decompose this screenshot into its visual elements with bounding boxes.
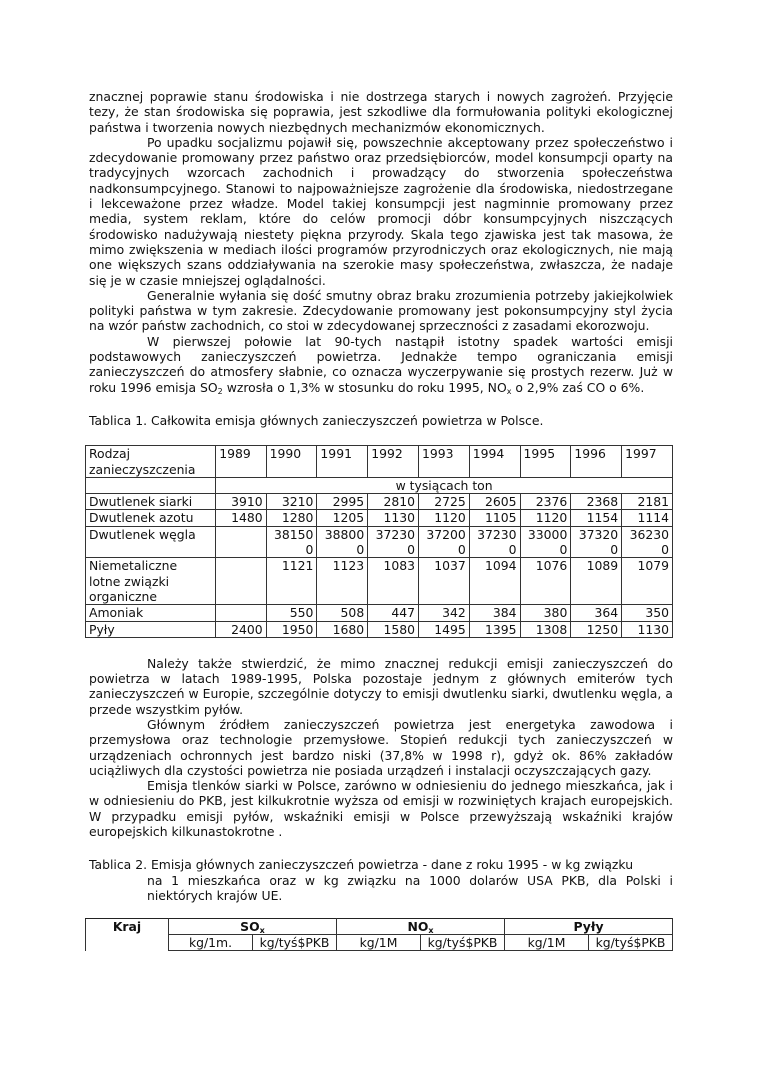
emission-text-3: o 2,9% zaś CO o 6%. bbox=[511, 379, 645, 395]
paragraph: znacznej poprawie stanu środowiska i nie dostrzega starych i nowych zagrożeń. Przyjęcie tezy, że stan środowiska się poprawia, jest szkodliwe dla formułowania polityki ekologicznej państwa i tworzenia nowych niezbędnych mechanizmów ekonomicznych. bbox=[89, 89, 673, 135]
table1-cell: 1280 bbox=[266, 510, 317, 526]
paragraph: Emisja tlenków siarki w Polsce, zarówno w odniesieniu do jednego mieszkańca, jak i w odniesieniu do PKB, jest kilkukrotnie wyższa od emisji w rozwiniętych krajach europejskich. W przypadku emisji pyłów, wskaźniki emisji w Polsce przewyższają wskaźniki krajów europejskich kilkunastokrotne . bbox=[89, 778, 673, 840]
table1-cell: 1114 bbox=[622, 510, 673, 526]
table1-cell: 1308 bbox=[520, 621, 571, 637]
table1-unit-blank bbox=[86, 477, 216, 493]
table1-cell: 1395 bbox=[469, 621, 520, 637]
table1-cell: 1120 bbox=[418, 510, 469, 526]
table1-cell: 1580 bbox=[368, 621, 419, 637]
table1-year-header: 1996 bbox=[571, 446, 622, 478]
table1-cell: 1079 bbox=[622, 558, 673, 605]
table1-cell: 2725 bbox=[418, 494, 469, 510]
table1-cell: 37230 0 bbox=[368, 526, 419, 558]
table1-cell: 384 bbox=[469, 605, 520, 621]
table1-cell: 1250 bbox=[571, 621, 622, 637]
table1-cell: 364 bbox=[571, 605, 622, 621]
table2-unit-header: kg/tyś$PKB bbox=[253, 935, 337, 951]
table2-unit-header: kg/tyś$PKB bbox=[421, 935, 505, 951]
table1-cell: 1480 bbox=[216, 510, 266, 526]
table1-cell: 2376 bbox=[520, 494, 571, 510]
table2-header-kraj: Kraj bbox=[86, 919, 169, 951]
table1-row bbox=[86, 494, 673, 510]
table1-cell: 447 bbox=[368, 605, 419, 621]
table1-header-row bbox=[86, 446, 673, 478]
table1-row bbox=[86, 621, 673, 637]
table2-group-header bbox=[169, 919, 337, 935]
table1-cell: 38800 0 bbox=[317, 526, 368, 558]
table1-row bbox=[86, 558, 673, 605]
table2-units-row bbox=[86, 935, 673, 951]
table1-cell: 1089 bbox=[571, 558, 622, 605]
table1-cell: 1154 bbox=[571, 510, 622, 526]
table1-cell: 1094 bbox=[469, 558, 520, 605]
document-page bbox=[89, 89, 673, 951]
table2-caption bbox=[89, 857, 673, 903]
table1-header-label: Rodzaj zanieczyszczenia bbox=[86, 446, 216, 478]
table2-group-subscript: x bbox=[259, 926, 265, 936]
table1-cell: 342 bbox=[418, 605, 469, 621]
table1-cell: 1105 bbox=[469, 510, 520, 526]
table1-caption: Tablica 1. Całkowita emisja głównych zanieczyszczeń powietrza w Polsce. bbox=[89, 412, 544, 428]
table2-group-name: SO bbox=[240, 919, 260, 935]
table1-cell bbox=[216, 526, 266, 558]
table1-row-label: Dwutlenek węgla bbox=[86, 526, 216, 558]
table1-cell: 380 bbox=[520, 605, 571, 621]
table1-unit-row bbox=[86, 477, 673, 493]
table1-year-header: 1989 bbox=[216, 446, 266, 478]
table1-cell: 1205 bbox=[317, 510, 368, 526]
table1-cell: 37200 0 bbox=[418, 526, 469, 558]
table1-cell: 3210 bbox=[266, 494, 317, 510]
table1-cell: 2181 bbox=[622, 494, 673, 510]
table1-cell: 350 bbox=[622, 605, 673, 621]
table1-row-label: Dwutlenek azotu bbox=[86, 510, 216, 526]
body-text-bottom bbox=[89, 656, 673, 840]
table2-emissions-per-capita bbox=[85, 918, 673, 951]
paragraph: Generalnie wyłania się dość smutny obraz braku zrozumienia potrzeby jakiejkolwiek polityki państwa w tym zakresie. Zdecydowanie promowany jest pokonsumpcyjny styl życia na wzór państw zachodnich, co stoi w zdecydowanej sprzeczności z zasadami ekorozwoju. bbox=[89, 287, 673, 334]
emission-text-2: wzrosła o 1,3% w stosunku do roku 1995, NO bbox=[222, 379, 507, 395]
table2-unit-header: kg/tyś$PKB bbox=[589, 935, 673, 951]
table1-year-header: 1994 bbox=[469, 446, 520, 478]
table1-cell: 2400 bbox=[216, 621, 266, 637]
table1-cell bbox=[216, 605, 266, 621]
table2-group-subscript: x bbox=[428, 926, 434, 936]
body-text-top bbox=[89, 89, 673, 334]
table1-year-header: 1990 bbox=[266, 446, 317, 478]
table1-year-header: 1993 bbox=[418, 446, 469, 478]
table1-cell: 1123 bbox=[317, 558, 368, 605]
table2-unit-header: kg/1M bbox=[505, 935, 589, 951]
table2-unit-header: kg/1m. bbox=[169, 935, 253, 951]
table1-row-label: Niemetaliczne lotne związki organiczne bbox=[86, 558, 216, 605]
table1-cell: 508 bbox=[317, 605, 368, 621]
table2-group-header bbox=[337, 919, 505, 935]
table1-cell: 1120 bbox=[520, 510, 571, 526]
table1-cell: 1083 bbox=[368, 558, 419, 605]
emission-text-1: W pierwszej połowie lat 90-tych nastąpił istotny spadek wartości emisji podstawowych zanieczyszczeń powietrza. Jednakże tempo ograniczania emisji zanieczyszczeń do atmosfery słabnie, co oznacza wyczerpywanie się prostych rezerw. Już w roku 1996 emisja SO bbox=[89, 333, 673, 395]
table1-cell: 1076 bbox=[520, 558, 571, 605]
table2-caption-first-line: Tablica 2. Emisja głównych zanieczyszczeń powietrza - dane z roku 1995 - w kg związku bbox=[89, 857, 634, 873]
table2-group-name: Pyły bbox=[573, 919, 604, 935]
table1-row bbox=[86, 510, 673, 526]
table1-row bbox=[86, 605, 673, 621]
table1-year-header: 1992 bbox=[368, 446, 419, 478]
table1-cell: 1130 bbox=[368, 510, 419, 526]
table1-cell: 37230 0 bbox=[469, 526, 520, 558]
table1-cell: 1950 bbox=[266, 621, 317, 637]
table1-cell: 3910 bbox=[216, 494, 266, 510]
table1-cell: 2810 bbox=[368, 494, 419, 510]
table2-unit-header: kg/1M bbox=[337, 935, 421, 951]
table1-year-header: 1997 bbox=[622, 446, 673, 478]
table1-year-header: 1995 bbox=[520, 446, 571, 478]
table1-unit-label: w tysiącach ton bbox=[216, 477, 673, 493]
table2-group-header bbox=[505, 919, 673, 935]
table1-row-label: Amoniak bbox=[86, 605, 216, 621]
paragraph-emission-trend bbox=[89, 334, 673, 395]
table1-cell: 2995 bbox=[317, 494, 368, 510]
table1-cell: 33000 0 bbox=[520, 526, 571, 558]
table1-cell: 37320 0 bbox=[571, 526, 622, 558]
table2-group-name: NO bbox=[407, 919, 429, 935]
table1-row-label: Dwutlenek siarki bbox=[86, 494, 216, 510]
table2-header-row bbox=[86, 919, 673, 935]
table1-row bbox=[86, 526, 673, 558]
table1-cell: 1121 bbox=[266, 558, 317, 605]
paragraph: Głównym źródłem zanieczyszczeń powietrza jest energetyka zawodowa i przemysłowa oraz technologie przemysłowe. Stopień redukcji tych zanieczyszczeń w urządzeniach ochronnych jest bardzo niski (37,8% w 1998 r), gdyż ok. 86% zakładów uciążliwych dla czystości powietrza nie posiada urządzeń i instalacji oczyszczających gazy. bbox=[89, 716, 673, 778]
table1-cell: 1495 bbox=[418, 621, 469, 637]
so2-subscript: 2 bbox=[217, 386, 223, 396]
table1-cell: 1037 bbox=[418, 558, 469, 605]
table1-cell bbox=[216, 558, 266, 605]
table1-cell: 1680 bbox=[317, 621, 368, 637]
paragraph: Po upadku socjalizmu pojawił się, powszechnie akceptowany przez społeczeństwo i zdecydowanie promowany przez państwo oraz przedsiębiorców, model konsumpcji oparty na tradycyjnych wzorcach zachodnich i prowadzący do stworzenia społeczeństwa nadkonsumpcyjnego. Stanowi to najpoważniejsze zagrożenie dla środowiska, niedostrzegane i lekceważone przez władze. Model takiej konsumpcji jest nagminnie promowany przez media, system reklam, które do celów promocji dóbr konsumpcyjnych niszczących środowisko nadużywają niestety piękna przyrody. Skala tego zjawiska jest tak masowa, że mimo zwiększenia w mediach ilości programów przyrodniczych oraz ekologicznych, nie mają one większych szans oddziaływania na szerokie masy społeczeństwa, zwłaszcza, że nadaje się je w czasie mniejszej oglądalności. bbox=[89, 134, 673, 288]
table1-cell: 38150 0 bbox=[266, 526, 317, 558]
nox-subscript: x bbox=[506, 386, 512, 396]
table1-cell: 36230 0 bbox=[622, 526, 673, 558]
table1-cell: 550 bbox=[266, 605, 317, 621]
table1-cell: 2605 bbox=[469, 494, 520, 510]
paragraph: Należy także stwierdzić, że mimo znacznej redukcji emisji zanieczyszczeń do powietrza w latach 1989-1995, Polska pozostaje jednym z głównych emiterów tych zanieczyszczeń w Europie, szczególnie dotyczy to emisji dwutlenku siarki, dwutlenku węgla, a przede wszystkim pyłów. bbox=[89, 655, 673, 717]
table1-cell: 2368 bbox=[571, 494, 622, 510]
table2-caption-rest: na 1 mieszkańca oraz w kg związku na 1000 dolarów USA PKB, dla Polski i niektórych krajów UE. bbox=[147, 872, 673, 903]
table1-emissions bbox=[85, 445, 673, 638]
table1-cell: 1130 bbox=[622, 621, 673, 637]
table1-year-header: 1991 bbox=[317, 446, 368, 478]
table1-row-label: Pyły bbox=[86, 621, 216, 637]
